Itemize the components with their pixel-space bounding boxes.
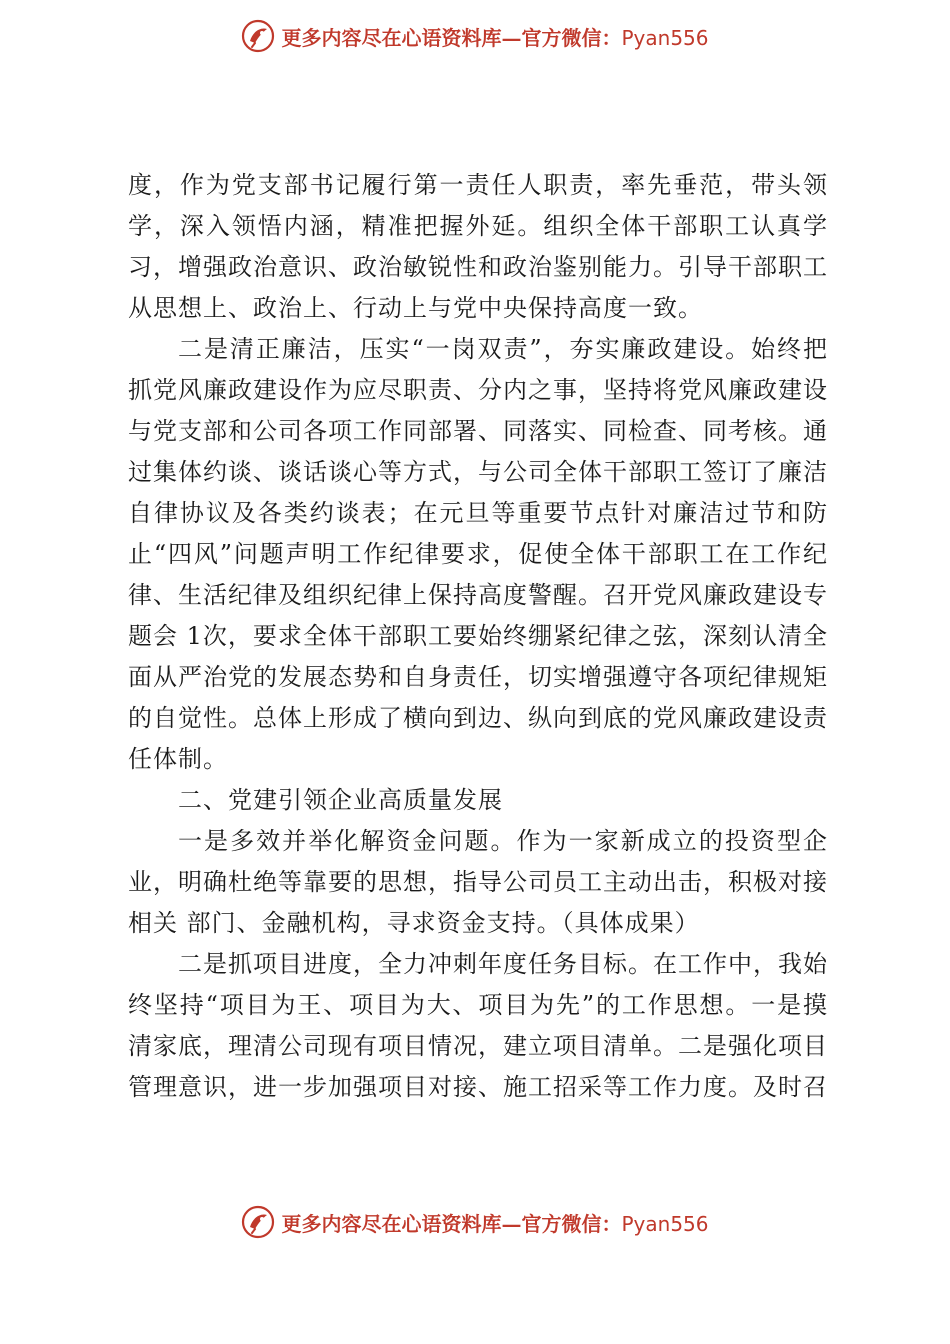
header-banner-label: 更多内容尽在心语资料库—官方微信： — [281, 25, 622, 50]
header-banner-text — [281, 22, 708, 51]
footer-banner — [0, 1200, 950, 1244]
body-paragraph: 一是多效并举化解资金问题。作为一家新成立的投资型企业，明确杜绝等靠要的思想，指导公司员工主动出击，积极对接相关 部门、金融机构，寻求资金支持。（具体成果） — [128, 827, 828, 937]
footer-wechat-id: Pyan556 — [621, 1211, 709, 1236]
footer-banner-label: 更多内容尽在心语资料库—官方微信： — [281, 1211, 622, 1236]
body-paragraph: 二是清正廉洁，压实“一岗双责”，夯实廉政建设。始终把抓党风廉政建设作为应尽职责、分内之事，坚持将党风廉政建设与党支部和公司各项工作同部署、同落实、同检查、同考核。通过集体约谈、谈话谈心等方式，与公司全体干部职工签订了廉洁自律协议及各类约谈表；在元旦等重要节点针对廉洁过节和防止“四风”问题声明工作纪律要求，促使全体干部职工在工作纪律、生活纪律及组织纪律上保持高度警醒。召开党风廉政建设专题会 1次，要求全体干部职工要始终绷紧纪律之弦，深刻认清全面从严治党的发展态势和自身责任，切实增强遵守各项纪律规矩的自觉性。总体上形成了横向到边、纵向到底的党风廉政建设责任体制。 — [128, 335, 828, 773]
header-wechat-id: Pyan556 — [621, 25, 709, 50]
section-heading: 二、党建引领企业高质量发展 — [178, 786, 503, 814]
document-body — [128, 165, 828, 1108]
footer-banner-text — [281, 1208, 708, 1237]
brand-logo-icon — [241, 19, 275, 53]
brand-logo-icon — [241, 1205, 275, 1239]
body-paragraph: 度，作为党支部书记履行第一责任人职责，率先垂范，带头领学，深入领悟内涵，精准把握外延。组织全体干部职工认真学习，增强政治意识、政治敏锐性和政治鉴别能力。引导干部职工从思想上、政治上、行动上与党中央保持高度一致。 — [128, 171, 828, 322]
body-paragraph: 二是抓项目进度，全力冲刺年度任务目标。在工作中，我始终坚持“项目为王、项目为大、项目为先”的工作思想。一是摸清家底，理清公司现有项目情况，建立项目清单。二是强化项目管理意识，进一步加强项目对接、施工招采等工作力度。及时召 — [128, 950, 828, 1101]
header-banner — [0, 14, 950, 58]
